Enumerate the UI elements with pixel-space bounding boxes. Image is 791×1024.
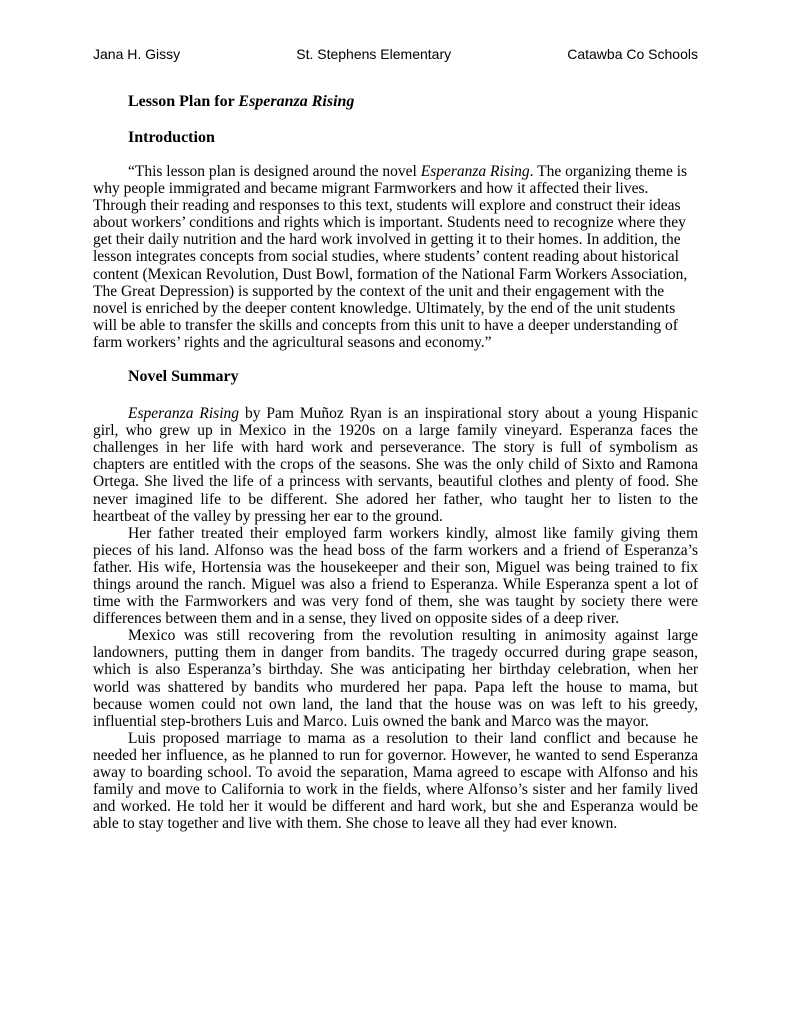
document-title	[128, 92, 698, 112]
summary-paragraph-4: Luis proposed marriage to mama as a resolution to their land conflict and because he needed her influence, as he planned to run for governor. However, he wanted to send Esperanza away to boarding school. To avoid the separation, Mama agreed to escape with Alfonso and his family and move to California to work in the fields, where Alfonso’s sister and her family lived and worked. He told her it would be different and hard work, but she and Esperanza would be able to stay together and live with them. She chose to leave all they had ever known.	[93, 729, 698, 833]
header-school: St. Stephens Elementary	[296, 46, 452, 62]
intro-text-before: “This lesson plan is designed around the novel	[128, 163, 421, 180]
introduction-paragraph	[93, 163, 698, 351]
header-author: Jana H. Gissy	[93, 46, 181, 62]
intro-book-title: Esperanza Rising	[420, 163, 530, 180]
summary-paragraph-1	[93, 405, 698, 525]
summary-paragraph-3: Mexico was still recovering from the revolution resulting in animosity against large landowners, putting them in danger from bandits. The tragedy occurred during grape season, which is also Esperanza’s birthday. She was anticipating her birthday celebration, when her world was shattered by bandits who murdered her papa. Papa left the house to mama, but because women could not own land, the land that the house was on was left to his greedy, influential step-brothers Luis and Marco. Luis owned the bank and Marco was the mayor.	[93, 627, 698, 730]
title-book: Esperanza Rising	[238, 93, 355, 110]
header-district: Catawba Co Schools	[567, 46, 698, 62]
novel-summary-heading: Novel Summary	[128, 368, 239, 386]
title-prefix: Lesson Plan for	[128, 93, 239, 110]
document-body	[93, 92, 698, 832]
summary-paragraph-2: Her father treated their employed farm workers kindly, almost like family giving them pieces of his land. Alfonso was the head boss of the farm workers and a friend of Esperanza’s father. His wife, Hortensia was the housekeeper and their son, Miguel was being trained to fix things around the ranch. Miguel was also a friend to Esperanza. While Esperanza spent a lot of time with the Farmworkers and was very fond of them, she was taught by society there were differences between them and in a sense, they lived on opposite sides of a deep river.	[93, 524, 698, 628]
introduction-heading: Introduction	[128, 129, 215, 146]
intro-text-after: . The organizing theme is why people immigrated and became migrant Farmworkers and how it affected their lives. Through their reading and responses to this text, students will explore and construct their ideas about workers’ conditions and rights which is important. Students need to recognize where they get their daily nutrition and the hard work involved in getting it to their homes. In addition, the lesson integrates concepts from social studies, where students’ content reading about historical content (Mexican Revolution, Dust Bowl, formation of the National Farm Workers Association, The Great Depression) is supported by the context of the unit and their engagement with the novel is enriched by the deeper content knowledge. Ultimately, by the end of the unit students will be able to transfer the skills and concepts from this unit to have a deeper understanding of farm workers’ rights and the agricultural seasons and economy.”	[93, 163, 688, 351]
summary-book-title: Esperanza Rising	[128, 405, 239, 423]
page-header	[93, 46, 698, 62]
summary-p1-text: by Pam Muñoz Ryan is an inspirational story about a young Hispanic girl, who grew up in Mexico in the 1920s on a large family vineyard. Esperanza faces the challenges in her life with hard work and perseverance. The story is full of symbolism as chapters are entitled with the crops of the seasons. She was the only child of Sixto and Ramona Ortega. She lived the life of a princess with servants, beautiful clothes and plenty of food. She never imagined life to be different. She adored her father, who taught her to listen to the heartbeat of the valley by pressing her ear to the ground.	[93, 405, 698, 525]
